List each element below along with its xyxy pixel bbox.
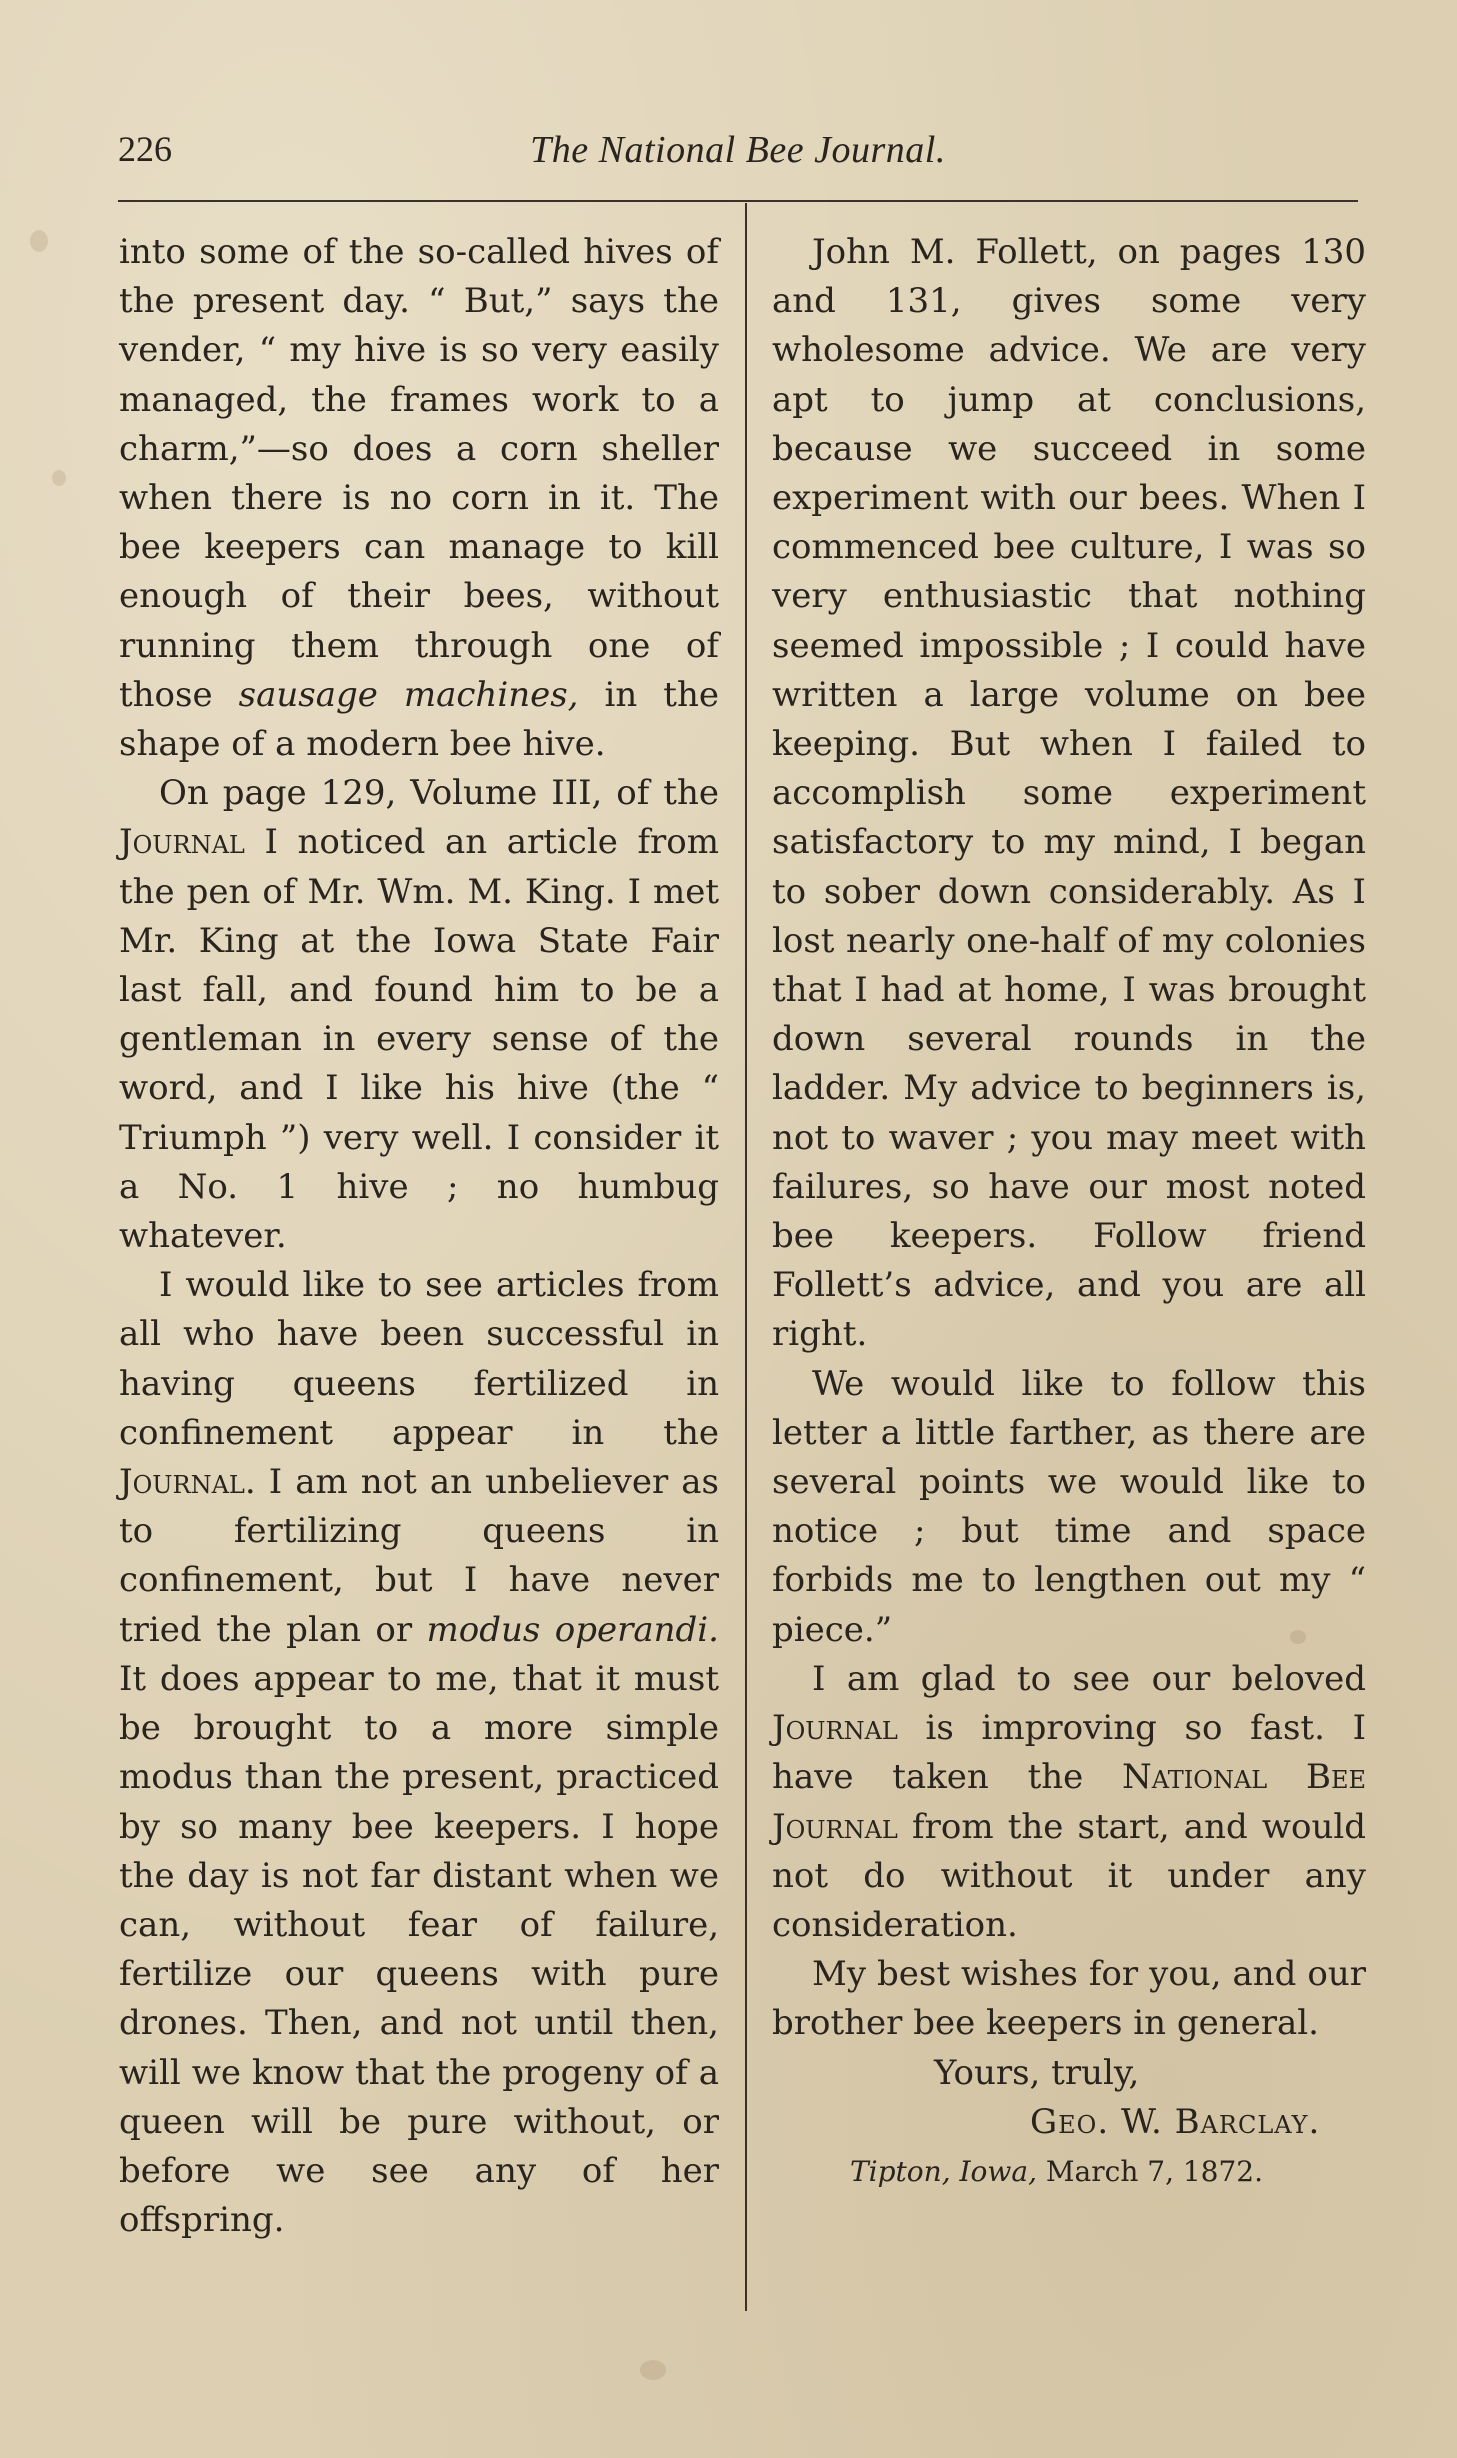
paragraph: into some of the so-called hives of the present day. “ But,” says the vender, “ my hive is so very easily managed, the frames work to a charm,”—so does a corn sheller when there is no corn in it. The bee keepers can manage to kill enough of their bees, without running them through one of those sausage machines, in the shape of a modern bee hive. xyxy=(119,232,719,765)
foxing-stain xyxy=(640,2360,666,2380)
header-rule xyxy=(118,200,1358,202)
paragraph: My best wishes for you, and our brother bee keepers in general. xyxy=(772,1954,1366,2044)
running-head xyxy=(118,128,1358,178)
paragraph: I am glad to see our beloved Journal is improving so fast. I have taken the National Bee Journal from the start, and would not do without it under any consideration. xyxy=(772,1658,1366,1945)
column-divider xyxy=(745,203,747,2311)
paragraph: On page 129, Volume III, of the Journal I noticed an article from the pen of Mr. Wm. M. King. I met Mr. King at the Iowa State Fair last fall, and found him to be a gentleman in every sense of the word, and I like his hive (the “ Triumph ”) very well. I consider it a No. 1 hive ; no humbug whatever. xyxy=(119,773,719,1257)
journal-title: The National Bee Journal. xyxy=(530,129,946,171)
signature: Geo. W. Barclay. xyxy=(1030,2101,1321,2142)
left-column xyxy=(119,228,719,2245)
right-column xyxy=(772,228,1366,2196)
dateline: Tipton, Iowa, March 7, 1872. xyxy=(850,2154,1264,2188)
page-number: 226 xyxy=(118,129,172,169)
foxing-stain xyxy=(52,470,66,486)
closing-salutation: Yours, truly, xyxy=(934,2052,1140,2093)
paragraph: I would like to see articles from all who have been successful in having queens fertilized in confinement appear in the Journal. I am not an unbeliever as to fertilizing queens in confinement, but I have never tried the plan or modus operandi. It does appear to me, that it must be brought to a more simple modus than the present, practiced by so many bee keepers. I hope the day is not far distant when we can, without fear of failure, fertilize our queens with pure drones. Then, and not until then, will we know that the progeny of a queen will be pure without, or before we see any of her offspring. xyxy=(119,1265,719,2241)
paragraph: We would like to follow this letter a little farther, as there are several points we would like to notice ; but time and space forbids me to lengthen out my “ piece.” xyxy=(772,1363,1366,1650)
paragraph: John M. Follett, on pages 130 and 131, gives some very wholesome advice. We are very apt to jump at conclusions, because we succeed in some experiment with our bees. When I commenced bee culture, I was so very enthusiastic that nothing seemed impossible ; I could have written a large volume on bee keeping. But when I failed to accomplish some experiment satisfactory to my mind, I began to sober down considerably. As I lost nearly one-half of my colonies that I had at home, I was brought down several rounds in the ladder. My advice to beginners is, not to waver ; you may meet with failures, so have our most noted bee keepers. Follow friend Follett’s advice, and you are all right. xyxy=(772,232,1366,1355)
foxing-stain xyxy=(30,230,48,252)
